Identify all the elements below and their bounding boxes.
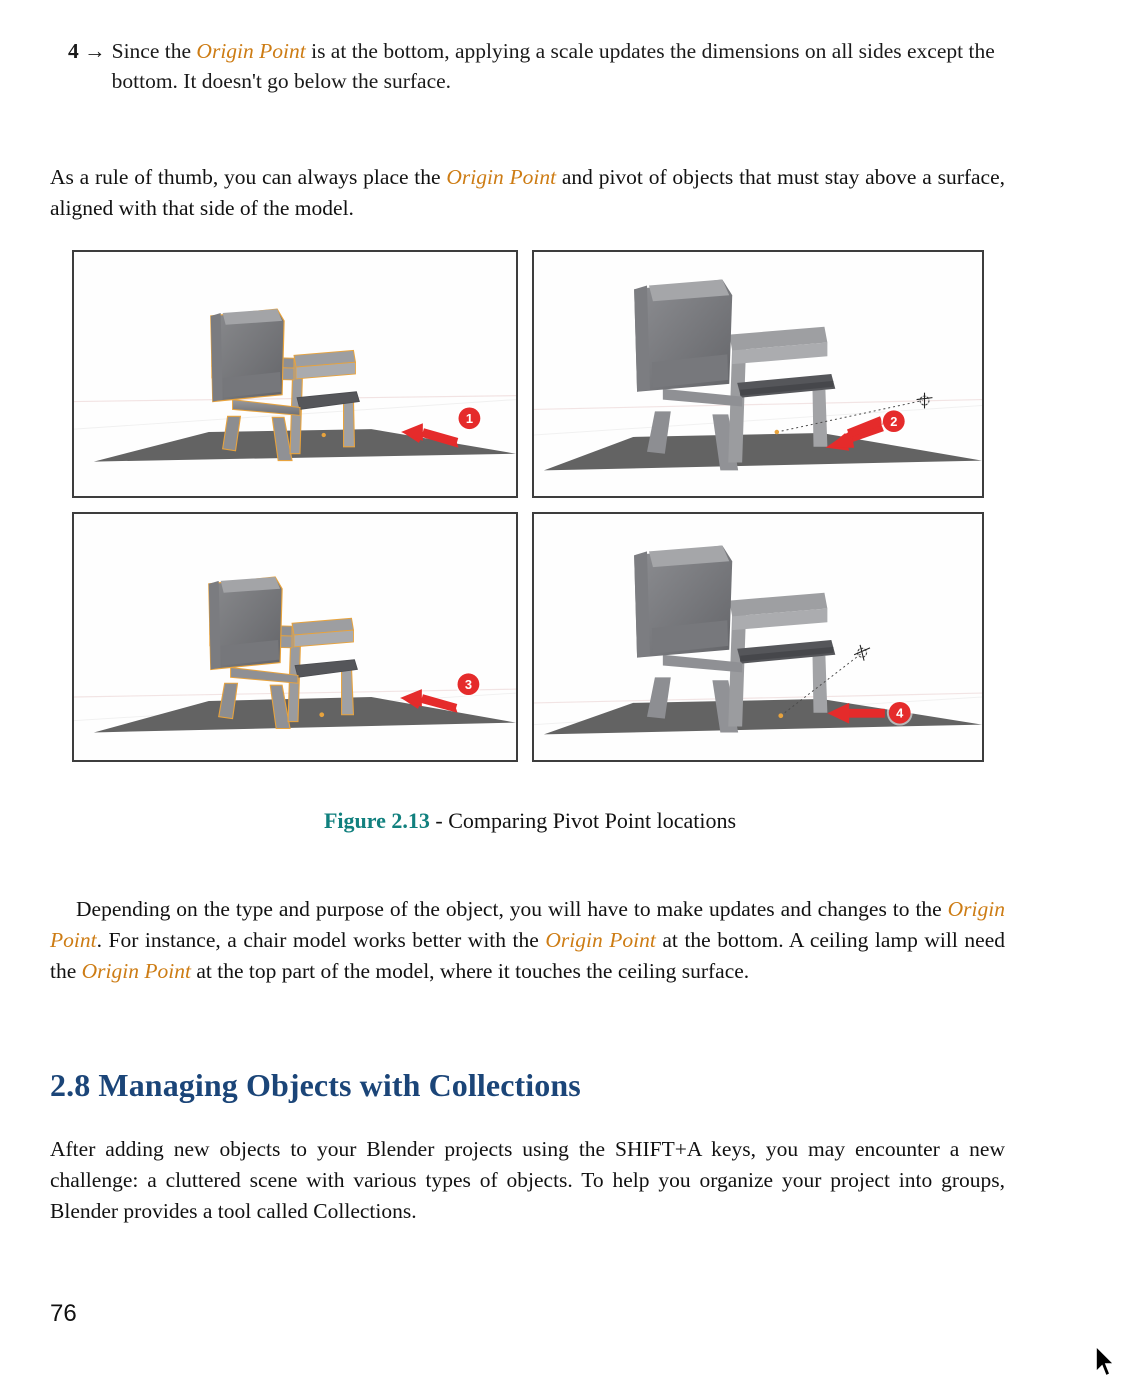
figure-caption-text: - Comparing Pivot Point locations [429, 808, 737, 833]
panel-badge-number: 3 [464, 677, 473, 693]
list-item-text [112, 36, 998, 96]
origin-point-term: Origin Point [545, 927, 656, 952]
origin-point-term: Origin Point [446, 164, 557, 189]
blender-viewport-1 [74, 252, 516, 496]
numbered-list-row [68, 36, 998, 96]
paragraph-rule-of-thumb [50, 162, 1005, 224]
blender-viewport-3 [74, 514, 516, 760]
para-rule-part2: and pivot of objects that must stay above a surface, aligned with that side of the model. [50, 164, 1006, 220]
origin-point-term: Origin Point [50, 896, 1005, 952]
text-after-term: is at the bottom, applying a scale updates the dimensions on all sides except the bottom. It doesn't go below the surface. [111, 39, 995, 93]
figure-label: Figure 2.13 [323, 808, 430, 833]
para-dep-part1: Depending on the type and purpose of the object, you will have to make updates and changes to the [76, 896, 948, 921]
section-heading: 2.8 Managing Objects with Collections [50, 1066, 581, 1103]
numbered-list-item [68, 36, 998, 96]
para-dep-part2: . For instance, a chair model works better with the [96, 927, 546, 952]
panel-badge-number: 4 [896, 705, 904, 721]
figure-caption [0, 806, 1060, 836]
figure-panel-1 [72, 250, 518, 498]
para-rule-part1: As a rule of thumb, you can always place the [50, 164, 447, 189]
para-dep-part3: at the bottom. A ceiling lamp will need the [50, 927, 1005, 983]
figure-2-13 [72, 250, 984, 762]
para-dep-part4: at the top part of the model, where it touches the ceiling surface. [190, 958, 750, 983]
blender-viewport-4 [534, 514, 982, 760]
text-before-term: Since the [111, 39, 197, 63]
mouse-cursor-icon [1094, 1345, 1116, 1379]
origin-point-term: Origin Point [81, 958, 191, 983]
panel-badge-number: 2 [890, 414, 898, 430]
figure-panel-3 [72, 512, 518, 762]
blender-viewport-2 [534, 252, 982, 496]
paragraph-collections-intro: After adding new objects to your Blender projects using the SHIFT+A keys, you may encounter a new challenge: a cluttered scene with various types of objects. To help you organize your project into groups, Blender provides a tool called Collections. [50, 1136, 1005, 1223]
list-marker: 4 → [68, 39, 106, 63]
origin-point-term: Origin Point [196, 39, 306, 63]
figure-panel-2 [532, 250, 984, 498]
panel-badge-number: 1 [465, 411, 474, 427]
page-number: 76 [50, 1300, 77, 1327]
paragraph-depending [50, 894, 1005, 987]
figure-panel-4 [532, 512, 984, 762]
